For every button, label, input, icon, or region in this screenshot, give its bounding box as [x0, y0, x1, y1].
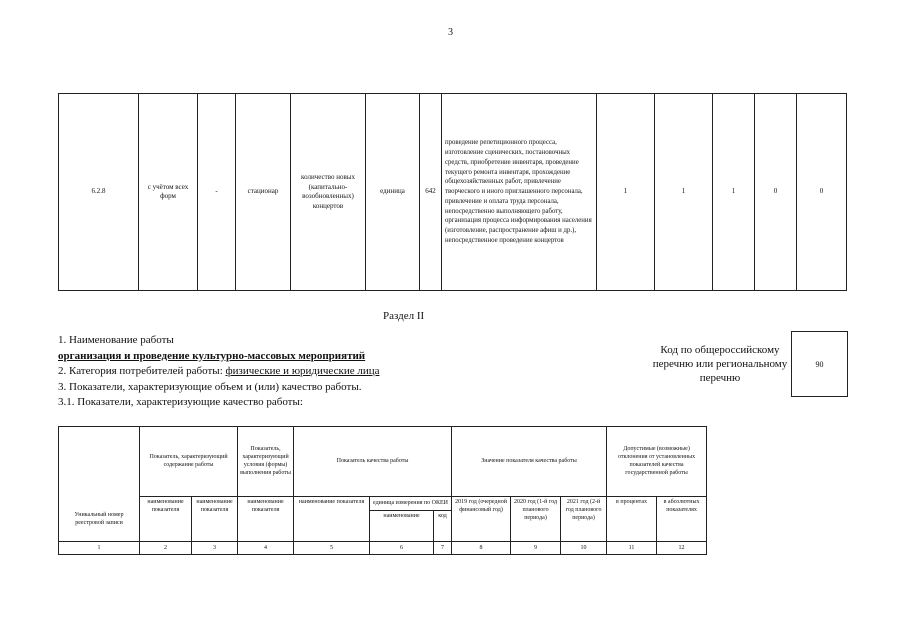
- quality-indicators-line: 3.1. Показатели, характеризующие качество работы:: [58, 396, 303, 408]
- okei-cell: 642: [420, 94, 442, 291]
- code-label: Код по общероссийскому перечню или региональному перечню: [652, 344, 788, 384]
- value-cell-3: 1: [713, 94, 755, 291]
- section-title: Раздел II: [383, 310, 425, 322]
- column-number: 5: [294, 541, 370, 554]
- subheader-year-2020: 2020 год (1-й год планового периода): [511, 496, 561, 541]
- table-row: [59, 94, 847, 291]
- work-name-label: 1. Наименование работы: [58, 334, 174, 346]
- value-cell-1: 1: [597, 94, 655, 291]
- column-number: 10: [561, 541, 607, 554]
- column-number: 7: [434, 541, 452, 554]
- dash-cell: -: [198, 94, 236, 291]
- header-unique-number: Уникальный номер реестровой записи: [59, 427, 140, 542]
- header-row-1: [59, 427, 707, 497]
- column-number: 4: [238, 541, 294, 554]
- code-box: [791, 331, 848, 397]
- subheader-name-2: наименование показателя: [192, 496, 238, 541]
- header-content: Показатель, характеризующий содержание работы: [140, 427, 238, 497]
- subheader-year-2021: 2021 год (2-й год планового периода): [561, 496, 607, 541]
- column-number: 11: [607, 541, 657, 554]
- description-cell: проведение репетиционного процесса, изготовление сценических, постановочных средств, приобретение инвентаря, проведение текущего ремонта инвентаря, прохождение общехозяйственных работ, привлечение творческого и иного приглашенного персонала, привлечение и оплата труда персонала, непосредственно выполняющего работу, организация процесса информирования населения (изготовление, распространение афиш и др.), непосредственное проведение концертов: [442, 94, 597, 291]
- column-number: 2: [140, 541, 192, 554]
- forms-cell: с учётом всех форм: [139, 94, 198, 291]
- registry-code: 6.2.8: [59, 94, 139, 291]
- column-number: 3: [192, 541, 238, 554]
- header-deviation: Допустимые (возможные) отклонения от установленных показателей качества государственной работы: [607, 427, 707, 497]
- header-quality: Показатель качества работы: [294, 427, 452, 497]
- subheader-name-1: наименование показателя: [140, 496, 192, 541]
- subheader-name-3: наименование показателя: [238, 496, 294, 541]
- header-conditions: Показатель, характеризующий условия (формы) выполнения работы: [238, 427, 294, 497]
- subheader-absolute: в абсолютных показателях: [657, 496, 707, 541]
- column-number: 9: [511, 541, 561, 554]
- consumer-category-line: [58, 364, 379, 380]
- code-value: 90: [815, 359, 824, 369]
- column-number: 12: [657, 541, 707, 554]
- value-cell-4: 0: [755, 94, 797, 291]
- header-values: Значение показателя качества работы: [452, 427, 607, 497]
- column-number: 6: [370, 541, 434, 554]
- column-number: 1: [59, 541, 140, 554]
- work-name-value: организация и проведение культурно-массовых мероприятий: [58, 349, 366, 362]
- unit-cell: единица: [366, 94, 420, 291]
- page-number: 3: [448, 27, 453, 38]
- subheader-unit-name: наименование: [370, 510, 434, 541]
- consumer-category-value: физические и юридические лица: [225, 365, 380, 377]
- column-number: 8: [452, 541, 511, 554]
- subheader-unit-code: код: [434, 510, 452, 541]
- indicator-cell: количество новых (капитально-возобновленных) концертов: [291, 94, 366, 291]
- column-numbers-row: [59, 541, 707, 554]
- section-lines: [58, 333, 379, 411]
- subheader-percent: в процентах: [607, 496, 657, 541]
- value-cell-5: 0: [797, 94, 847, 291]
- condition-cell: стационар: [236, 94, 291, 291]
- quality-indicators-table: [58, 426, 707, 555]
- header-row-2: [59, 496, 707, 510]
- consumer-category-label: 2. Категория потребителей работы:: [58, 365, 226, 377]
- work-volume-table: [58, 93, 847, 291]
- indicators-line: 3. Показатели, характеризующие объем и (или) качество работы.: [58, 380, 362, 393]
- subheader-year-2019: 2019 год (очередной финансовый год): [452, 496, 511, 541]
- value-cell-2: 1: [655, 94, 713, 291]
- subheader-unit: единица измерения по ОКЕИ: [370, 496, 452, 510]
- subheader-name-4: наименование показателя: [294, 496, 370, 541]
